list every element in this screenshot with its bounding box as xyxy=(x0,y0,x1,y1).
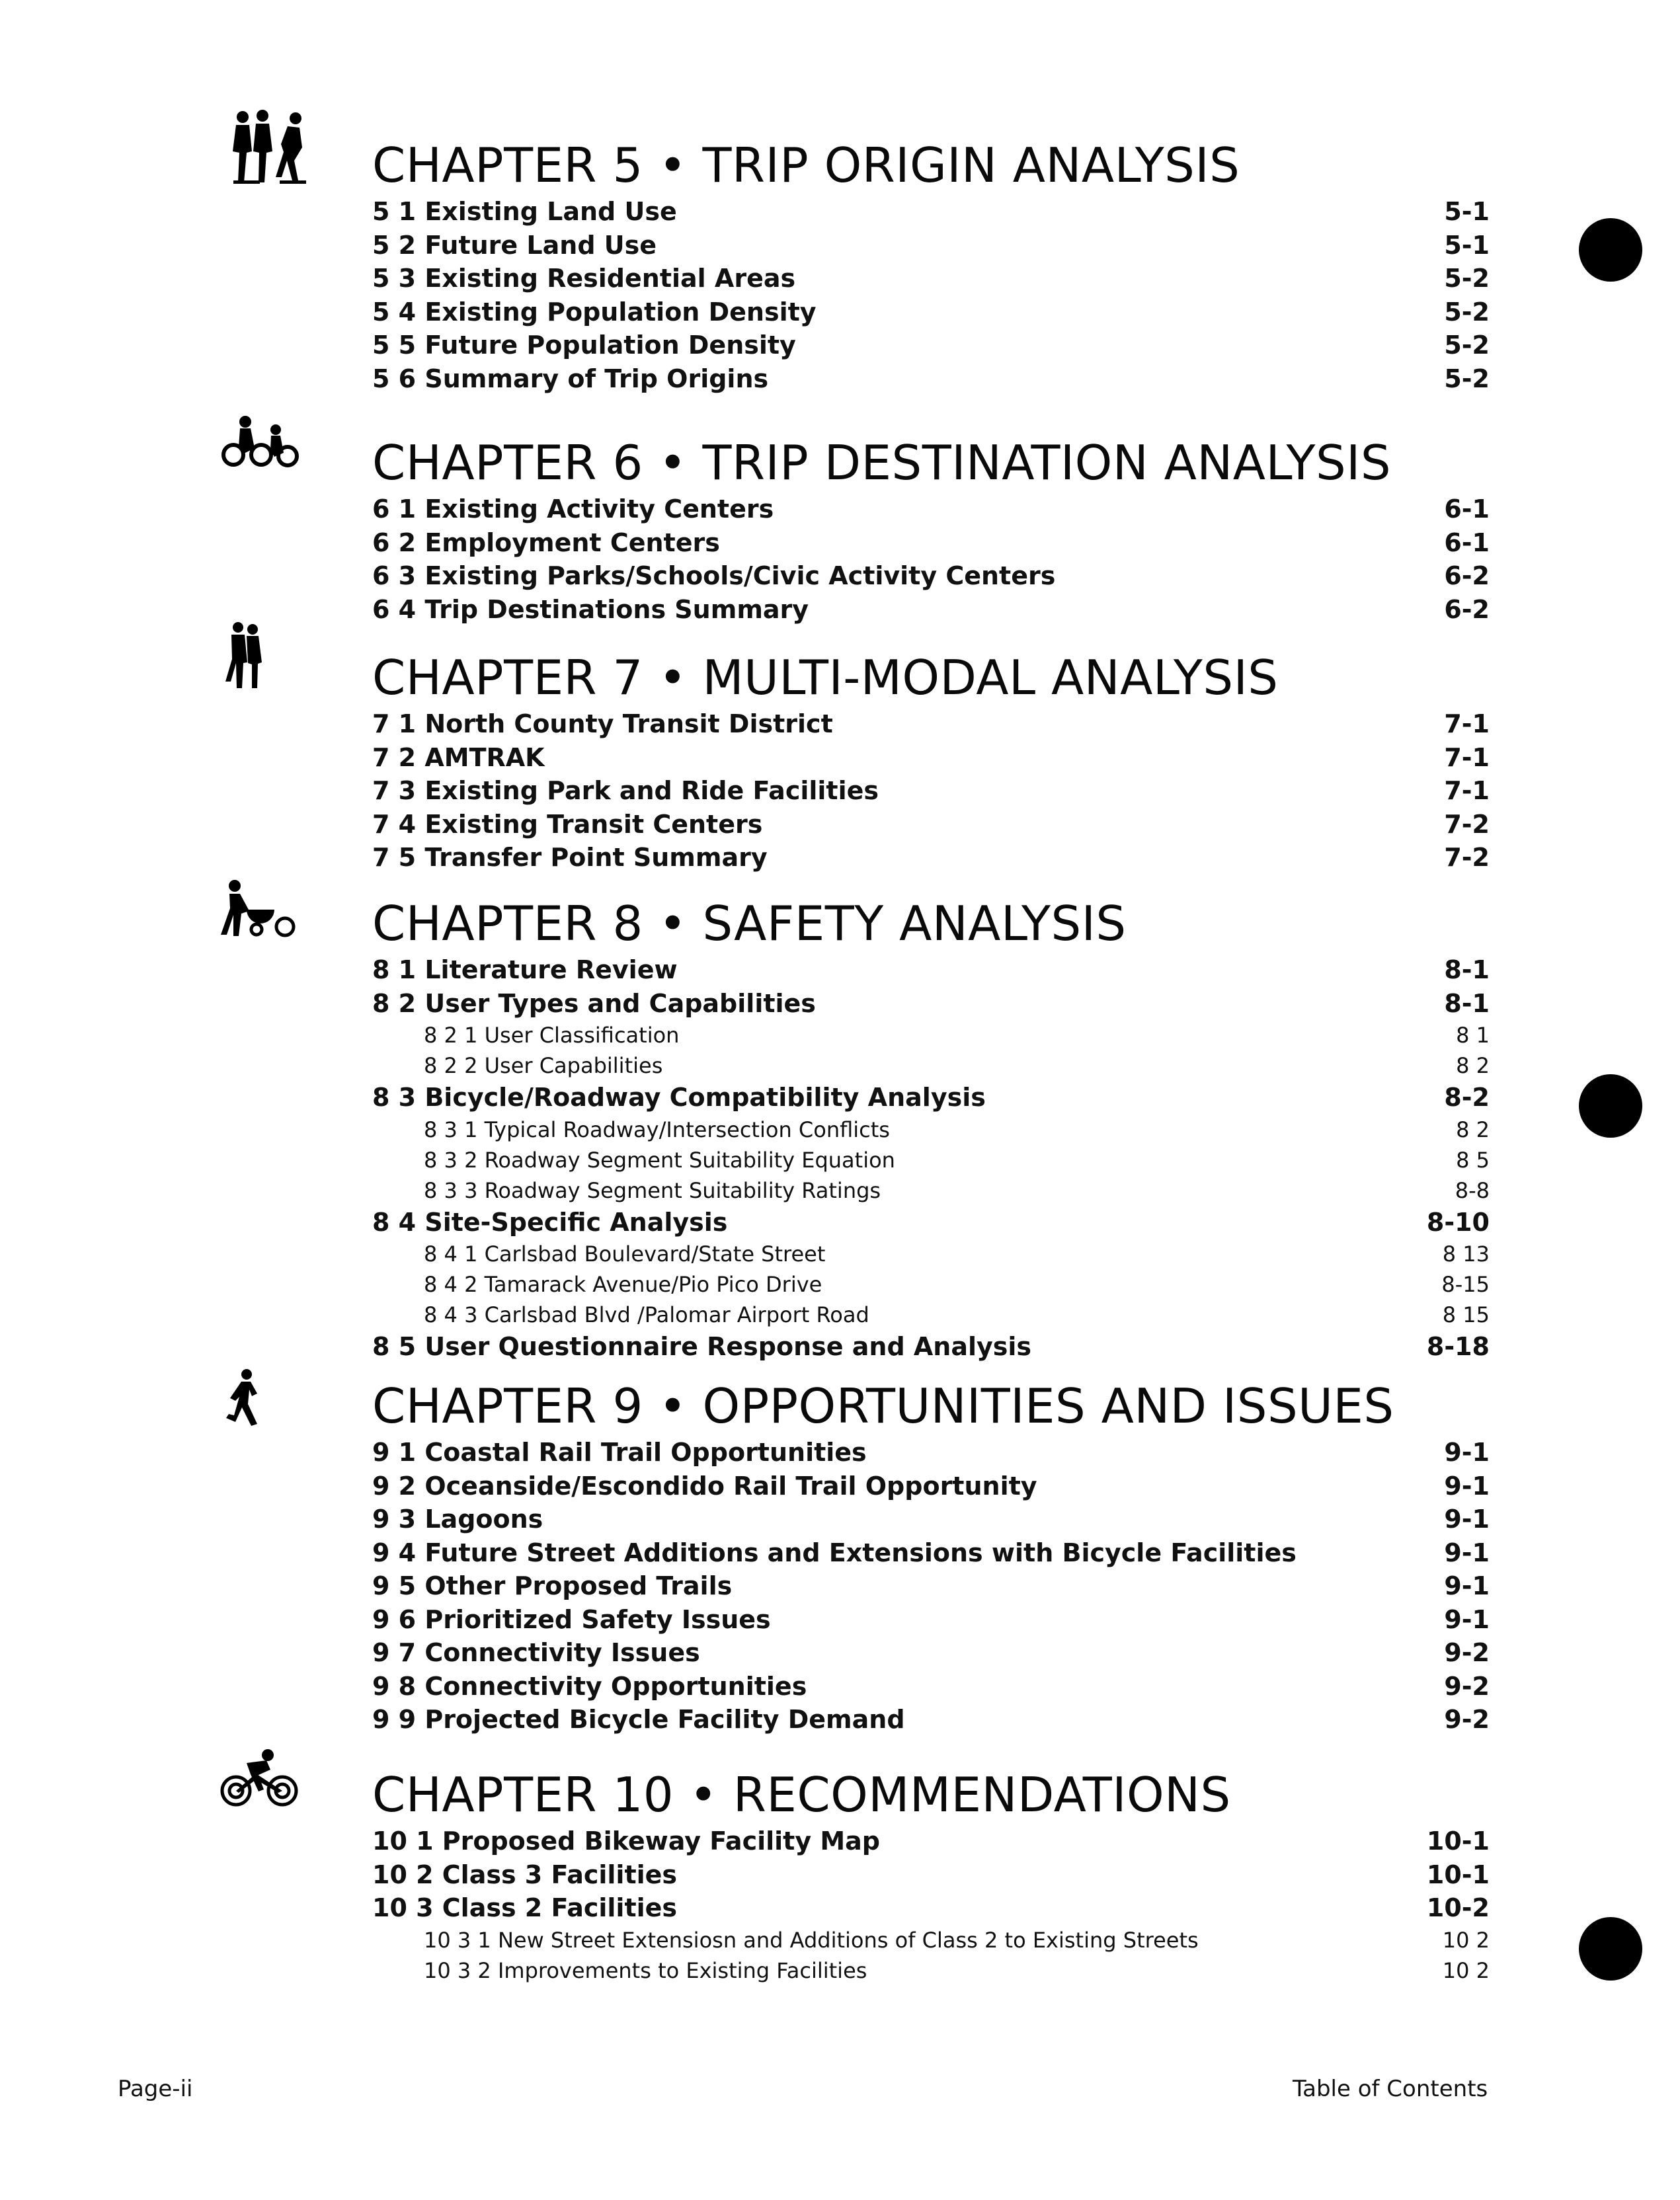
toc-entry-title: 5 3 Existing Residential Areas xyxy=(372,264,796,293)
toc-entry-page: 8-15 xyxy=(1441,1272,1490,1297)
toc-entry-title: 9 3 Lagoons xyxy=(372,1505,543,1534)
toc-entry-title: 10 3 2 Improvements to Existing Facilities xyxy=(424,1957,867,1983)
toc-entry-title: 10 3 Class 2 Facilities xyxy=(372,1893,678,1922)
toc-entry-title: 8 3 1 Typical Roadway/Intersection Conflicts xyxy=(424,1117,890,1142)
toc-entry-title: 8 2 1 User Classification xyxy=(424,1023,680,1048)
toc-entry xyxy=(372,492,1490,526)
toc-entry-title: 8 3 3 Roadway Segment Suitability Ratings xyxy=(424,1177,881,1203)
toc-entry-title: 10 2 Class 3 Facilities xyxy=(372,1860,678,1889)
toc-entry xyxy=(372,1470,1490,1503)
toc-entries xyxy=(372,1825,1490,1986)
toc-entry-title: 7 2 AMTRAK xyxy=(372,742,545,772)
toc-entry-page: 6-2 xyxy=(1444,594,1490,624)
toc-entry-page: 8-1 xyxy=(1444,955,1490,984)
footer-section-title: Table of Contents xyxy=(1293,2076,1488,2102)
toc-entry-title: 8 3 Bicycle/Roadway Compatibility Analysis xyxy=(372,1083,986,1112)
toc-entries xyxy=(372,953,1490,1364)
toc-entry-title: 5 2 Future Land Use xyxy=(372,230,657,260)
toc-entry-title: 10 1 Proposed Bikeway Facility Map xyxy=(372,1827,880,1856)
toc-entry-page: 10-1 xyxy=(1426,1827,1490,1856)
toc-entry-title: 7 1 North County Transit District xyxy=(372,709,833,738)
toc-entry xyxy=(372,1569,1490,1603)
toc-subentry xyxy=(372,1175,1490,1206)
toc-entry-title: 6 1 Existing Activity Centers xyxy=(372,494,774,524)
toc-entry xyxy=(372,1891,1490,1925)
toc-entry-title: 9 4 Future Street Additions and Extensions with Bicycle Facilities xyxy=(372,1538,1297,1567)
chapter-title: CHAPTER 8 • SAFETY ANALYSIS xyxy=(372,896,1127,951)
binder-hole xyxy=(1579,1917,1642,1981)
toc-entry-page: 9-1 xyxy=(1444,1471,1490,1501)
toc-entry-page: 7-2 xyxy=(1444,843,1490,872)
toc-entry-title: 8 2 2 User Capabilities xyxy=(424,1053,663,1078)
binder-hole xyxy=(1579,1074,1642,1138)
toc-entry-page: 5-2 xyxy=(1444,297,1490,327)
toc-entry-title: 9 7 Connectivity Issues xyxy=(372,1638,700,1667)
toc-entry-title: 8 3 2 Roadway Segment Suitability Equation xyxy=(424,1147,895,1173)
toc-entry xyxy=(372,195,1490,229)
toc-entry xyxy=(372,229,1490,262)
toc-entry-page: 8 2 xyxy=(1456,1117,1490,1142)
toc-entry xyxy=(372,841,1490,875)
toc-entry-page: 10-2 xyxy=(1426,1893,1490,1922)
cyclist-icon xyxy=(220,1748,300,1808)
toc-entry-page: 10 2 xyxy=(1442,1927,1490,1953)
toc-entry-title: 8 4 2 Tamarack Avenue/Pio Pico Drive xyxy=(424,1272,822,1297)
chapter-title: CHAPTER 9 • OPPORTUNITIES AND ISSUES xyxy=(372,1378,1394,1434)
child-cyclists-icon xyxy=(221,415,301,468)
toc-entry-title: 9 5 Other Proposed Trails xyxy=(372,1571,733,1600)
toc-entry-page: 8-10 xyxy=(1426,1207,1490,1237)
chapter-8 xyxy=(372,894,1490,1364)
stroller-icon xyxy=(220,879,300,939)
toc-entry-title: 6 4 Trip Destinations Summary xyxy=(372,594,809,624)
toc-entry-title: 7 3 Existing Park and Ride Facilities xyxy=(372,776,879,805)
toc-entry-page: 5-1 xyxy=(1444,197,1490,226)
toc-entry xyxy=(372,987,1490,1021)
toc-entry-page: 9-1 xyxy=(1444,1538,1490,1567)
toc-entry xyxy=(372,741,1490,775)
toc-entry-page: 9-1 xyxy=(1444,1505,1490,1534)
toc-entry xyxy=(372,1081,1490,1115)
walking-group-icon xyxy=(221,109,321,185)
toc-entry-page: 9-1 xyxy=(1444,1438,1490,1467)
toc-entry-page: 7-1 xyxy=(1444,742,1490,772)
toc-subentry xyxy=(372,1020,1490,1050)
toc-entry xyxy=(372,295,1490,329)
toc-entries xyxy=(372,1436,1490,1737)
toc-entry-page: 6-2 xyxy=(1444,561,1490,590)
toc-entry-page: 8 15 xyxy=(1442,1302,1490,1327)
toc-entry xyxy=(372,1330,1490,1364)
toc-subentry xyxy=(372,1050,1490,1081)
toc-subentry xyxy=(372,1239,1490,1269)
toc-entry-page: 8 5 xyxy=(1456,1147,1490,1173)
toc-entry-page: 8-1 xyxy=(1444,988,1490,1018)
toc-entry-title: 6 3 Existing Parks/Schools/Civic Activity Centers xyxy=(372,561,1056,590)
toc-entry-title: 8 2 User Types and Capabilities xyxy=(372,988,816,1018)
toc-entry-title: 7 4 Existing Transit Centers xyxy=(372,809,763,839)
toc-entry-page: 10 2 xyxy=(1442,1957,1490,1983)
toc-entry-title: 9 2 Oceanside/Escondido Rail Trail Opportunity xyxy=(372,1471,1037,1501)
chapter-title: CHAPTER 5 • TRIP ORIGIN ANALYSIS xyxy=(372,138,1240,193)
toc-entry-page: 5-1 xyxy=(1444,230,1490,260)
toc-entry xyxy=(372,362,1490,396)
toc-entry-page: 9-2 xyxy=(1444,1705,1490,1734)
toc-entry xyxy=(372,593,1490,627)
toc-entry xyxy=(372,262,1490,295)
toc-entry xyxy=(372,1858,1490,1892)
walking-pair-icon xyxy=(223,621,266,691)
toc-subentry xyxy=(372,1145,1490,1175)
toc-entry-title: 5 1 Existing Land Use xyxy=(372,197,677,226)
runner-icon xyxy=(221,1368,268,1434)
chapter-title: CHAPTER 10 • RECOMMENDATIONS xyxy=(372,1767,1231,1823)
toc-entries xyxy=(372,707,1490,875)
toc-entry xyxy=(372,1603,1490,1637)
toc-entries xyxy=(372,492,1490,626)
toc-entry-title: 7 5 Transfer Point Summary xyxy=(372,843,768,872)
toc-entry xyxy=(372,1825,1490,1858)
toc-entry xyxy=(372,953,1490,987)
toc-entry-page: 8 2 xyxy=(1456,1053,1490,1078)
toc-entries xyxy=(372,195,1490,395)
chapter-title: CHAPTER 6 • TRIP DESTINATION ANALYSIS xyxy=(372,435,1392,491)
toc-subentry xyxy=(372,1300,1490,1330)
toc-entry-page: 8-8 xyxy=(1455,1177,1490,1203)
toc-entry xyxy=(372,774,1490,808)
chapter-6 xyxy=(372,433,1490,626)
toc-entry-title: 6 2 Employment Centers xyxy=(372,528,720,557)
toc-entry xyxy=(372,1206,1490,1239)
toc-entry xyxy=(372,808,1490,842)
toc-entry xyxy=(372,1503,1490,1536)
toc-entry xyxy=(372,1436,1490,1470)
toc-entry-page: 7-2 xyxy=(1444,809,1490,839)
toc-subentry xyxy=(372,1925,1490,1955)
toc-entry-title: 8 4 1 Carlsbad Boulevard/State Street xyxy=(424,1241,826,1267)
toc-entry-page: 8 13 xyxy=(1442,1241,1490,1267)
toc-entry-page: 7-1 xyxy=(1444,776,1490,805)
toc-entry-title: 8 4 Site-Specific Analysis xyxy=(372,1207,728,1237)
toc-entry-title: 9 9 Projected Bicycle Facility Demand xyxy=(372,1705,905,1734)
toc-subentry xyxy=(372,1115,1490,1145)
toc-entry-page: 9-2 xyxy=(1444,1671,1490,1701)
toc-entry xyxy=(372,1703,1490,1737)
chapter-title: CHAPTER 7 • MULTI-MODAL ANALYSIS xyxy=(372,650,1279,705)
toc-entry xyxy=(372,526,1490,560)
chapter-10 xyxy=(372,1765,1490,1986)
toc-entry-title: 5 4 Existing Population Density xyxy=(372,297,817,327)
toc-entry-page: 9-2 xyxy=(1444,1638,1490,1667)
toc-entry-page: 6-1 xyxy=(1444,494,1490,524)
toc-entry-page: 7-1 xyxy=(1444,709,1490,738)
toc-entry xyxy=(372,1636,1490,1670)
toc-entry-title: 5 6 Summary of Trip Origins xyxy=(372,364,769,393)
toc-subentry xyxy=(372,1955,1490,1986)
toc-entry xyxy=(372,1670,1490,1704)
binder-hole xyxy=(1579,218,1642,282)
toc-entry-page: 6-1 xyxy=(1444,528,1490,557)
chapter-7 xyxy=(372,648,1490,875)
toc-entry-title: 8 1 Literature Review xyxy=(372,955,678,984)
toc-entry-title: 10 3 1 New Street Extensiosn and Additions of Class 2 to Existing Streets xyxy=(424,1927,1199,1953)
toc-entry-page: 10-1 xyxy=(1426,1860,1490,1889)
chapter-5 xyxy=(372,136,1490,395)
toc-entry-title: 8 4 3 Carlsbad Blvd /Palomar Airport Road xyxy=(424,1302,869,1327)
toc-entry-page: 5-2 xyxy=(1444,331,1490,360)
toc-entry-page: 8-18 xyxy=(1426,1332,1490,1361)
toc-entry-title: 9 1 Coastal Rail Trail Opportunities xyxy=(372,1438,867,1467)
toc-entry-title: 5 5 Future Population Density xyxy=(372,331,796,360)
toc-entry-page: 5-2 xyxy=(1444,364,1490,393)
toc-entry-page: 5-2 xyxy=(1444,264,1490,293)
toc-entry-page: 9-1 xyxy=(1444,1571,1490,1600)
toc-entry-page: 9-1 xyxy=(1444,1604,1490,1634)
toc-subentry xyxy=(372,1269,1490,1300)
toc-entry xyxy=(372,707,1490,741)
toc-entry xyxy=(372,559,1490,593)
toc-entry-page: 8-2 xyxy=(1444,1083,1490,1112)
toc-entry xyxy=(372,329,1490,362)
toc-entry-title: 8 5 User Questionnaire Response and Analysis xyxy=(372,1332,1032,1361)
chapter-9 xyxy=(372,1376,1490,1737)
toc-entry-title: 9 6 Prioritized Safety Issues xyxy=(372,1604,771,1634)
toc-entry xyxy=(372,1536,1490,1570)
page-number: Page-ii xyxy=(118,2076,193,2102)
toc-entry-page: 8 1 xyxy=(1456,1023,1490,1048)
toc-entry-title: 9 8 Connectivity Opportunities xyxy=(372,1671,807,1701)
